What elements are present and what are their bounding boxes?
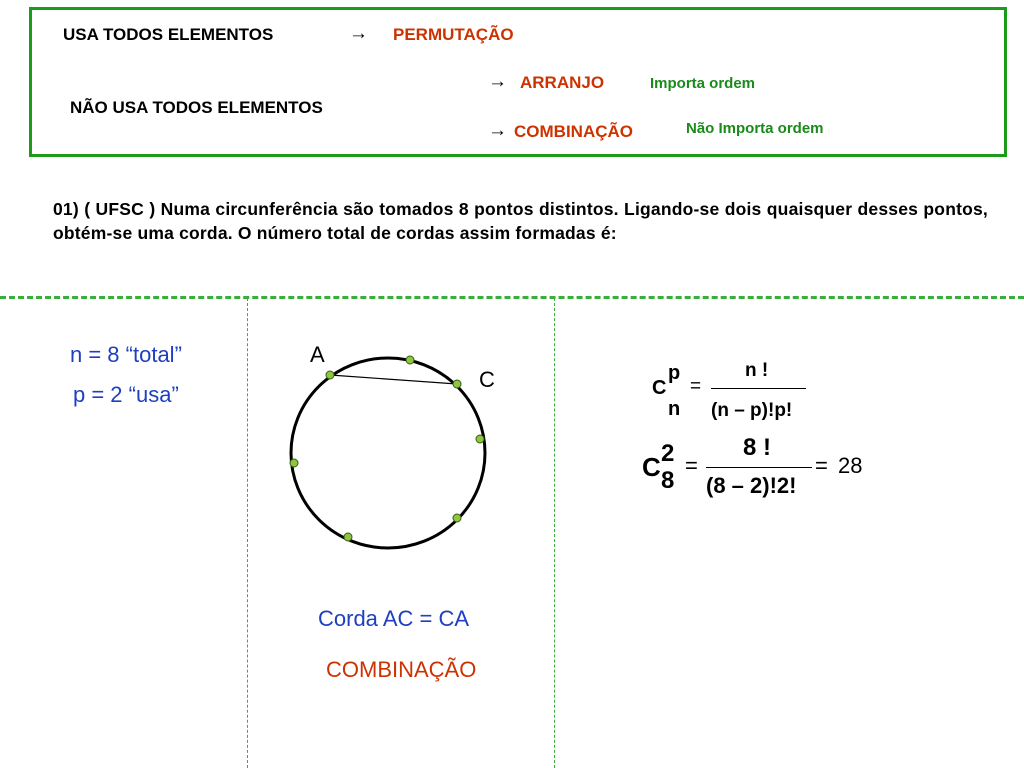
combinacao-note: Não Importa ordem	[686, 120, 824, 137]
formula-c: C	[652, 377, 667, 399]
arranjo-label: ARRANJO	[520, 73, 605, 92]
circle-point	[453, 380, 461, 388]
arranjo-note: Importa ordem	[650, 75, 756, 92]
chord-statement: Corda AC = CA	[318, 606, 470, 631]
formula-sup-p: p	[668, 362, 681, 384]
circle-point	[326, 371, 334, 379]
applied-sup-2: 2	[661, 440, 675, 467]
arrow-icon: →	[488, 120, 507, 141]
formula-equals: =	[690, 376, 702, 397]
circle-point	[290, 459, 298, 467]
applied-sub-8: 8	[661, 467, 675, 494]
combinacao-label: COMBINAÇÃO	[514, 122, 633, 141]
chord-ac	[330, 375, 457, 384]
result-equals: =	[815, 453, 828, 478]
problem-statement: 01) ( UFSC ) Numa circunferência são tomados 8 pontos distintos. Ligando-se dois quaisquer desses pontos, obtém-se uma corda. O número total de cordas assim formadas é:	[53, 199, 988, 243]
arrow-icon: →	[488, 71, 507, 92]
formula-sub-n: n	[668, 398, 681, 420]
applied-denominator: (8 – 2)!2!	[706, 473, 797, 498]
circle-point	[476, 435, 484, 443]
applied-fraction-bar	[706, 467, 812, 468]
point-label-a: A	[310, 342, 325, 367]
n-definition: n = 8 “total”	[70, 342, 182, 367]
circle-point	[344, 533, 352, 541]
applied-equals: =	[685, 453, 698, 478]
line2-left: NÃO USA TODOS ELEMENTOS	[70, 98, 323, 117]
p-definition: p = 2 “usa”	[73, 382, 179, 407]
circle-point	[406, 356, 414, 364]
applied-numerator: 8 !	[743, 434, 772, 461]
permutacao-label: PERMUTAÇÃO	[393, 25, 514, 44]
formula-numerator: n !	[745, 360, 769, 381]
circle-point	[453, 514, 461, 522]
result-value: 28	[838, 453, 863, 478]
applied-c: C	[642, 452, 661, 482]
fraction-bar	[711, 388, 806, 389]
point-label-c: C	[479, 367, 495, 392]
line1-left: USA TODOS ELEMENTOS	[63, 25, 274, 44]
formula-denominator: (n – p)!p!	[711, 400, 793, 421]
answer-combinacao: COMBINAÇÃO	[326, 657, 477, 682]
arrow-icon: →	[349, 23, 368, 44]
